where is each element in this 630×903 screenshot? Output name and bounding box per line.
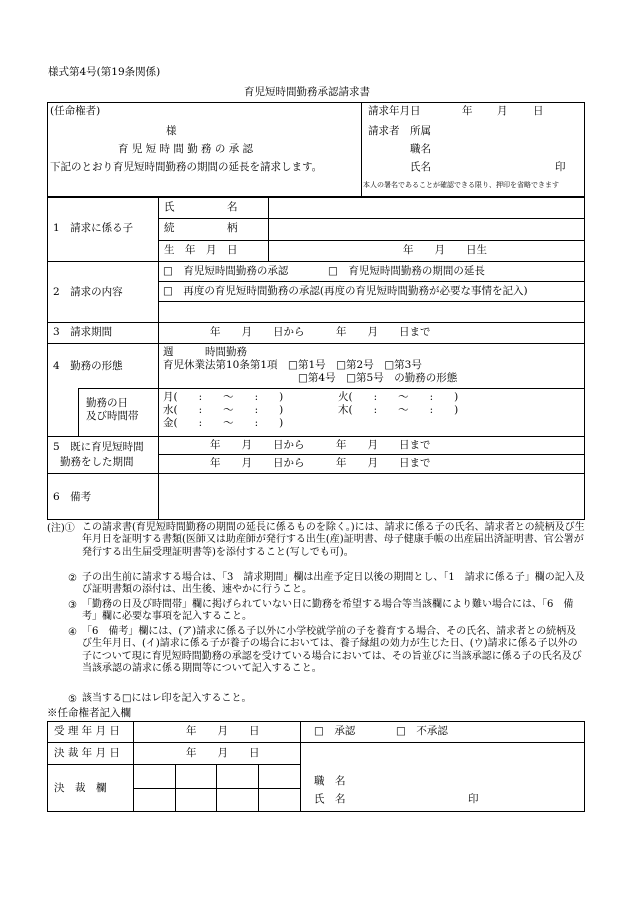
sama-label: 様 (166, 125, 177, 137)
section5-label-2: 勤務をした期間 (60, 456, 134, 468)
disapprove-checkbox[interactable]: □ 不承認 (396, 725, 448, 737)
note-5: 該当する□にはレ印を記入すること。 (82, 693, 252, 704)
option-approval[interactable]: □ 育児短時間勤務の承認 (163, 265, 289, 277)
child-name-label: 氏 名 (164, 201, 238, 213)
note-3-marker: ③ (68, 600, 77, 611)
note-3: 「勤務の日及び時間帯」欄に掲げられていない日に勤務を希望する場合等当該欄により難い場合には、「6 備考」欄に必要な事項を記入すること。 (82, 599, 574, 623)
law-article-options-2[interactable]: □第4号 □第5号 の勤務の形態 (298, 372, 458, 384)
name-label: 氏名 (410, 161, 431, 173)
note-4: 「6 備考」欄には、(ア)請求に係る子以外に小学校就学前の子を養育する場合、その氏名、請求者との続柄及び生年月日、(イ)請求に係る子が養子の場合においては、養子縁組の効力が生じた日、(ウ)請求に係る子以外の子について現に育児短時間勤務の承認を受けている場合においては、その旨並びに当該承認に係る子の氏名及び当該承認の請求に係る期間等について記入すること。 (82, 626, 582, 675)
notes-prefix: (注)① (47, 523, 75, 534)
law-article-options[interactable]: 育児休業法第10条第1項 □第1号 □第2号 □第3号 (163, 359, 422, 371)
child-birthdate-label: 生 年 月 日 (164, 244, 238, 256)
position-label: 職名 (410, 143, 431, 155)
child-birthdate-value: 年 月 日生 (403, 244, 487, 256)
seal-mark: 印 (555, 161, 566, 173)
thursday-hours: 木( : 〜 : ) (338, 404, 459, 416)
affiliation-label: 所属 (410, 125, 431, 137)
child-relation-label: 続 柄 (164, 222, 238, 234)
approve-checkbox[interactable]: □ 承認 (314, 725, 356, 737)
approval-box-label: 決 裁 欄 (54, 782, 107, 794)
approver-name-label: 氏 名 (314, 793, 346, 805)
approver-position-label: 職 名 (314, 775, 346, 787)
decision-date-label: 決 裁 年 月 日 (54, 747, 120, 759)
decision-date-value: 年 月 日 (186, 747, 260, 759)
signature-note: 本人の署名であることが確認できる限り、押印を省略できます (363, 181, 559, 189)
request-date-label: 請求年月日 (368, 105, 421, 117)
received-date-value: 年 月 日 (186, 725, 260, 737)
appointer-heading: ※任命権者記入欄 (47, 707, 131, 719)
work-days-label-1: 勤務の日 (86, 397, 128, 409)
friday-hours: 金( : 〜 : ) (163, 417, 284, 429)
weekly-hours: 週 時間勤務 (163, 346, 247, 358)
section2-label: 2 請求の内容 (53, 286, 123, 298)
form-title: 育児短時間勤務承認請求書 (244, 86, 370, 98)
request-period-value: 年 月 日から 年 月 日まで (210, 326, 431, 338)
form-number: 様式第4号(第19条関係) (48, 66, 161, 78)
note-1: この請求書(育児短時間勤務の期間の延長に係るものを除く。)には、請求に係る子の氏名、請求者との続柄及び生年月日を証明する書類(医師又は助産師が発行する出生(産)証明書、母子健康手帳の出産届出済証明書、官公署が発行する出生届受理証明書等)を添付すること(写しでも可)。 (82, 522, 585, 558)
tuesday-hours: 火( : 〜 : ) (338, 391, 459, 403)
subject-text: 育 児 短 時 間 勤 務 の 承 認 (118, 143, 254, 155)
work-days-label-2: 及び時間帯 (86, 410, 139, 422)
note-4-marker: ④ (68, 627, 77, 638)
note-2-marker: ② (68, 573, 77, 584)
past-period-row2: 年 月 日から 年 月 日まで (210, 457, 431, 469)
section5-label-1: 5 既に育児短時間 (53, 441, 144, 453)
request-date-month: 月 (497, 105, 508, 117)
received-date-label: 受 理 年 月 日 (54, 725, 120, 737)
note-2: 子の出生前に請求する場合は、「3 請求期間」欄は出産予定日以後の期間とし、「1 請求に係る子」欄の記入及び証明書類の添付は、出生後、速やかに行うこと。 (82, 572, 585, 596)
section1-label: 1 請求に係る子 (53, 222, 134, 234)
past-period-row1: 年 月 日から 年 月 日まで (210, 439, 431, 451)
wednesday-hours: 水( : 〜 : ) (163, 404, 284, 416)
addressee-label: (任命権者) (50, 105, 101, 117)
request-date-year: 年 (462, 105, 473, 117)
request-line: 下記のとおり育児短時間勤務の期間の延長を請求します。 (50, 161, 323, 173)
request-date-day: 日 (533, 105, 544, 117)
section3-label: 3 請求期間 (53, 326, 113, 338)
section4-label: 4 勤務の形態 (53, 360, 123, 372)
section6-label: 6 備考 (53, 491, 92, 503)
approver-seal: 印 (468, 793, 479, 805)
requester-label: 請求者 (368, 125, 400, 137)
monday-hours: 月( : 〜 : ) (163, 391, 284, 403)
note-5-marker: ⑤ (68, 694, 77, 705)
option-extension[interactable]: □ 育児短時間勤務の期間の延長 (328, 265, 485, 277)
option-reapproval[interactable]: □ 再度の育児短時間勤務の承認(再度の育児短時間勤務が必要な事情を記入) (163, 285, 528, 297)
